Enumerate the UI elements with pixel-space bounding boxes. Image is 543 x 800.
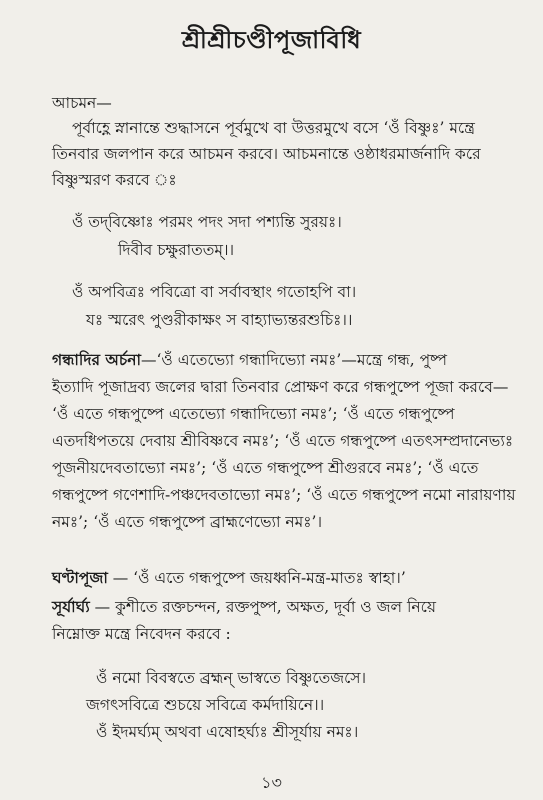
surya-text: — কুশীতে রক্তচন্দন, রক্তপুষ্প, অক্ষত, দূর্বা ও জল নিয়ে [89, 598, 437, 616]
achaman-heading: আচমন— [52, 94, 112, 112]
mantra-1-line-1: ওঁ তদ্‌বিষ্ণোঃ পরমং পদং সদা পশ্যন্তি সুরয়ঃ। [72, 213, 342, 231]
surya-line-1 [52, 597, 436, 617]
gandhadi-line-5: পূজনীয়দেবতাভ্যো নমঃ’; ‘ওঁ এতে গন্ধপুষ্পে শ্রীগুরবে নমঃ’; ‘ওঁ এতে [52, 459, 479, 477]
mantra-1-line-2: দিবীব চক্ষুরাততম্‌।। [118, 241, 235, 259]
achaman-line-1: পূর্বাহ্ণে স্নানান্তে শুদ্ধাসনে পূর্বমুখে বা উত্তরমুখে বসে ‘ওঁ বিষ্ণুঃ’ মন্ত্রে [72, 119, 475, 137]
gandhadi-line-6: গন্ধপুষ্পে গণেশাদি-পঞ্চদেবতাভ্যো নমঃ’; ‘ওঁ এতে গন্ধপুষ্পে নমো নারায়ণায় [52, 486, 516, 504]
mantra-2-line-1: ওঁ অপবিত্রঃ পবিত্রো বা সর্বাবস্থাং গতোহপি বা। [72, 283, 357, 301]
gandhadi-line-1 [52, 350, 447, 370]
surya-mantra-3: ওঁ ইদমর্ঘ্যম্‌ অথবা এষোহর্ঘ্যঃ শ্রীসূর্যায় নমঃ। [96, 723, 359, 741]
achaman-line-2: তিনবার জলপান করে আচমন করবে। আচমনান্তে ওষ্ঠাধরমার্জনাদি করে [52, 145, 481, 163]
gandhadi-text: —‘ওঁ এতেভ্যো গন্ধাদিভ্যো নমঃ’—মন্ত্রে গন্ধ, পুষ্প [140, 351, 448, 369]
ghanta-heading: ঘণ্টাপূজা [52, 568, 108, 587]
page-title: শ্রীশ্রীচণ্ডীপূজাবিধি [181, 26, 362, 54]
surya-mantra-2: জগৎসবিত্রে শুচয়ে সবিত্রে কর্মদায়িনে।। [86, 696, 325, 714]
surya-mantra-1: ওঁ নমো বিবস্বতে ব্রহ্মন্‌ ভাস্বতে বিষ্ণুতেজসে। [96, 669, 367, 687]
mantra-2-line-2: যঃ স্মরেৎ পুণ্ডরীকাক্ষং স বাহ্যাভ্যন্তরশুচিঃ।। [86, 311, 353, 329]
ghanta-text: — ‘ওঁ এতে গন্ধপুষ্পে জয়ধ্বনি-মন্ত্র-মাতঃ স্বাহা।’ [107, 569, 406, 587]
gandhadi-line-7: নমঃ’; ‘ওঁ এতে গন্ধপুষ্পে ব্রাহ্মণেভ্যো নমঃ’। [52, 513, 323, 531]
achaman-line-3: বিষ্ণুস্মরণ করবে ঃ [52, 171, 177, 189]
page-number: ১৩ [261, 773, 282, 792]
surya-line-2: নিম্নোক্ত মন্ত্রে নিবেদন করবে : [52, 625, 231, 643]
gandhadi-line-3: ‘ওঁ এতে গন্ধপুষ্পে এতেভ্যো গন্ধাদিভ্যো নমঃ’; ‘ওঁ এতে গন্ধপুষ্পে [52, 405, 455, 423]
gandhadi-line-4: এতদধিপতয়ে দেবায় শ্রীবিষ্ণবে নমঃ’; ‘ওঁ এতে গন্ধপুষ্পে এতৎসম্প্রদানেভ্যঃ [52, 432, 514, 450]
ghanta-line [52, 568, 406, 588]
gandhadi-heading: গন্ধাদির অর্চনা [52, 350, 141, 369]
gandhadi-line-2: ইত্যাদি পূজাদ্রব্য জলের দ্বারা তিনবার প্রোক্ষণ করে গন্ধপুষ্পে পূজা করবে— [52, 378, 509, 396]
surya-heading: সূর্যার্ঘ্য [52, 597, 90, 616]
